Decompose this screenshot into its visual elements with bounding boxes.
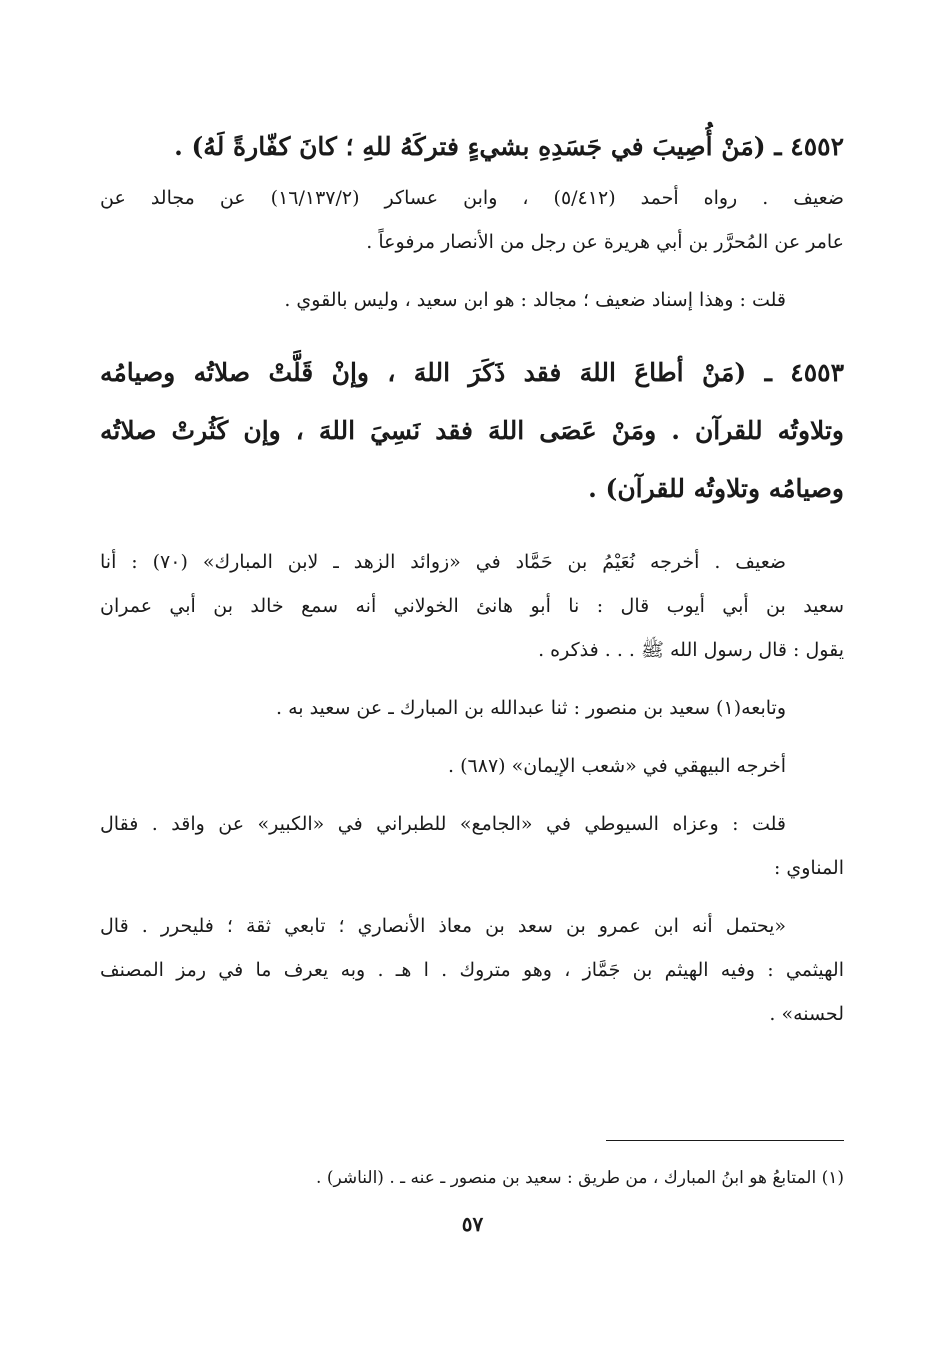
hadith-4553-title <box>100 344 844 518</box>
hadith-4552-title-text: ٤٥٥٢ ـ (مَنْ أُصِيبَ في جَسَدِهِ بشيءٍ فتركَهُ للهِ ؛ كانَ كفّارةً لَهُ) . <box>174 132 844 161</box>
quote-line: لحسنه» . <box>769 1003 844 1025</box>
title-line: وتلاوتُه للقرآن . ومَنْ عَصَى اللهَ فقد نَسِيَ اللهَ ، وإن كَثُرتْ صلاتُه <box>100 416 844 445</box>
bayhaqi-paragraph <box>100 744 844 788</box>
takhrij-line: ضعيف . أخرجه نُعَيْمُ بن حَمَّاد في «زوائد الزهد ـ لابن المبارك» (٧٠) : أنا <box>100 551 787 573</box>
suyuti-line: قلت : وعزاه السيوطي في «الجامع» للطبراني في «الكبير» عن واقد . فقال <box>100 813 786 835</box>
hadith-4552-comment <box>100 278 844 322</box>
mutaba-ah-line: وتابعه(١) سعيد بن منصور : ثنا عبدالله بن المبارك ـ عن سعيد به . <box>275 697 786 719</box>
hadith-4553-takhrij <box>100 540 844 672</box>
suyuti-paragraph <box>100 802 844 890</box>
takhrij-line: عامر عن المُحرَّر بن أبي هريرة عن رجل من الأنصار مرفوعاً . <box>366 231 844 253</box>
footnote: (١) المتابعُ هو ابنُ المبارك ، من طريق : سعيد بن منصور ـ عنه ـ . (الناشر) . <box>316 1168 844 1188</box>
hadith-4552-takhrij <box>100 176 844 264</box>
hadith-4552-title <box>100 118 844 176</box>
takhrij-line: ضعيف . رواه أحمد (٥/٤١٢) ، وابن عساكر (١٦/١٣٧/٢) عن مجالد عن <box>100 187 844 209</box>
quote-line: «يحتمل أنه ابن عمرو بن سعد بن معاذ الأنصاري ؛ تابعي ثقة ؛ فليحرر . قال <box>100 915 786 937</box>
bayhaqi-line: أخرجه البيهقي في «شعب الإيمان» (٦٨٧) . <box>448 755 786 777</box>
page-number: ٥٧ <box>461 1212 484 1236</box>
takhrij-line: يقول : قال رسول الله ﷺ . . . فذكره . <box>538 639 844 661</box>
footnote-separator <box>606 1140 844 1141</box>
mutaba-ah-paragraph <box>100 686 844 730</box>
takhrij-line: سعيد بن أبي أيوب قال : نا أبو هانئ الخولاني أنه سمع خالد بن أبي عمران <box>100 595 844 617</box>
page-body <box>100 118 844 1036</box>
title-line: وصيامُه وتلاوتُه للقرآن) . <box>588 474 844 503</box>
quote-line: الهيثمي : وفيه الهيثم بن جَمَّاز ، وهو متروك . ا هـ . وبه يعرف ما في رمز المصنف <box>100 959 844 981</box>
suyuti-line: المناوي : <box>773 857 844 879</box>
munawi-quote <box>100 904 844 1036</box>
title-line: ٤٥٥٣ ـ (مَنْ أطاعَ اللهَ فقد ذَكَرَ اللهَ ، وإنْ قَلَّتْ صلاتُه وصيامُه <box>100 358 844 387</box>
comment-line: قلت : وهذا إسناد ضعيف ؛ مجالد : هو ابن سعيد ، وليس بالقوي . <box>284 289 786 311</box>
